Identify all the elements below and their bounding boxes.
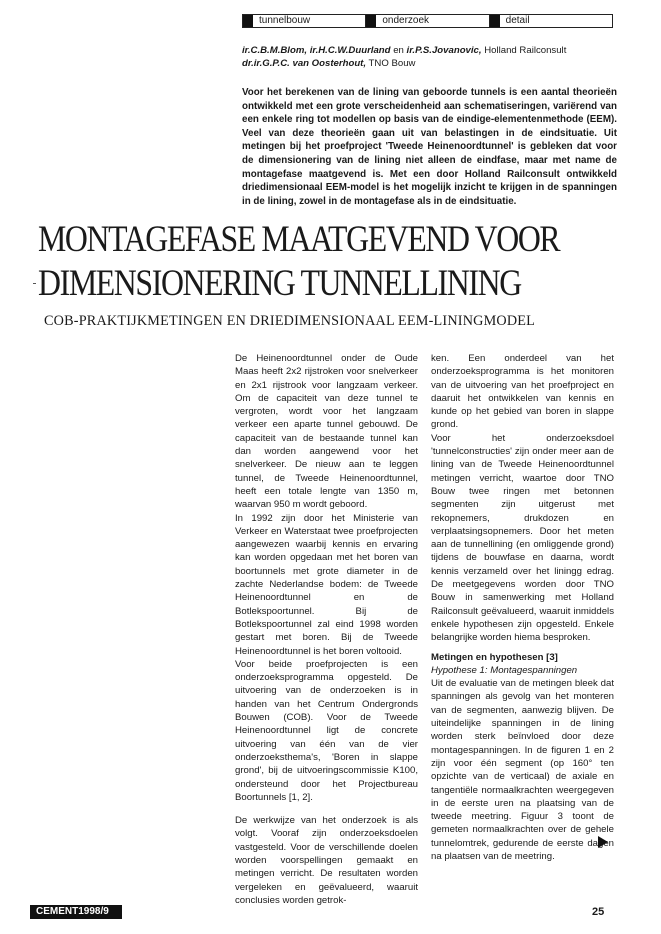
body-paragraph: Voor het onderzoeksdoel 'tunnelconstructies' zijn onder meer aan de lining van de Tweede Heinenoordtunnel metingen verricht, waartoe door TNO Bouw twee ringen met betonnen segmenten zijn uitgerust met rekopnemers, drukdozen en verplaatsingsopnemers. Door het meten aan de tunnellining (en omliggende grond) tijdens de bouwfase en daarna, wordt kennis verzameld over het liningg edrag. De meetgegevens worden door TNO Bouw in samenwerking met Holland Railconsult geëvalueerd, waaruit inmiddels enkele hypothesen zijn opgesteld. Enkele belangrijke worden hiema besproken. [431,432,614,644]
margin-mark [33,283,36,284]
section-heading: Metingen en hypothesen [3] [431,651,558,663]
author-name-4: dr.ir.G.P.C. van Oosterhout, [242,58,367,69]
body-paragraph: In 1992 zijn door het Ministerie van Verkeer en Waterstaat twee proefprojecten aangewezen waarbij kennis en ervaring kan worden opgedaan met het boren van boortunnels met grote diameter in de zachte Nederlandse bodem: de Tweede Heinenoordtunnel en de Botlekspoortunnel. Bij de Botlekspoortunnel zal eind 1998 worden gestart met boren. Bij de Tweede Heinenoordtunnel is het boren voltooid. [235,512,418,657]
body-paragraph: Voor beide proefprojecten is een onderzoeksprogramma opgesteld. De uitvoering van de onderzoeken is in handen van het Centrum Ondergronds Bouwen (COB). Voor de Tweede Heinenoordtunnel ligt de concrete uitvoering van één van de vier onderzoeksthema's, 'Boren in slappe grond', bij de uitvoeringscommissie K100, ondersteund door het Projectbureau Boortunnels [1, 2]. [235,658,418,803]
body-column-right [431,352,614,863]
author-names: ir.C.B.M.Blom, ir.H.C.W.Duurland [242,45,391,56]
body-paragraph: Uit de evaluatie van de metingen bleek dat spanningen als gevolg van het monteren van de segmenten, aanwezig blijven. De uiteindelijke spanningen in de lining worden sterk beïnvloed door deze montagespanningen. In de figuren 1 en 2 zijn voor één segment (op 160° ten opzichte van de verticaal) de axiale en tangentiële normaalkrachten weergegeven in de eerste uren na plaatsing van de tweede meetring. Figuur 3 toont de gemeten normaalkrachten over de gehele tunnelomtrek, gedurende de eerste dagen na plaatsen van de meetring. [431,678,614,862]
author-joiner: en [393,45,404,56]
title-line-2: DIMENSIONERING TUNNELLINING [38,263,521,304]
square-marker-icon [490,15,500,27]
author-block [242,44,622,70]
article-subtitle: COB-PRAKTIJKMETINGEN EN DRIEDIMENSIONAAL EEM-LININGMODEL [44,313,536,329]
title-line-1: MONTAGEFASE MAATGEVEND VOOR [38,219,560,260]
section-tab-onderzoek [365,15,488,27]
section-tab-label: detail [505,15,530,26]
section-tab-tunnelbouw [243,15,365,27]
intro-paragraph: Voor het berekenen van de lining van geboorde tunnels is een aantal theorieën ontwikkeld met een grote verscheidenheid aan schematiseringen, variërend van een enkele ring tot modellen op basis van de eindige-elementenmethode (EEM). Veel van deze theorieën gaan uit van belastingen in de eindsituatie. Uit metingen bij het proefproject 'Tweede Heinenoordtunnel' is gebleken dat voor de dimensionering van de lining niet alleen de eindfase, maar met name de montagefase maatgevend is. Met een door Holland Railconsult ontwikkeld driedimensionaal EEM-model is het mogelijk inzicht te krijgen in de spanningen in de lining, zowel in de montagefase als in de eindsituatie. [242,87,617,207]
author-org-1: Holland Railconsult [484,45,567,56]
section-tab-label: tunnelbouw [259,15,311,26]
author-name-3: ir.P.S.Jovanovic, [406,45,482,56]
section-tabs [242,14,613,28]
author-org-2: TNO Bouw [368,58,416,69]
square-marker-icon [243,15,253,27]
section-tab-label: onderzoek [382,15,430,26]
body-paragraph: De werkwijze van het onderzoek is als volgt. Vooraf zijn onderzoeksdoelen vastgesteld. Voor de verschillende doelen worden voorspellingen gemaakt en metingen verricht. De resultaten worden vergeleken en geëvalueerd, waaruit conclusies worden getrok- [235,815,418,906]
body-column-left [235,352,418,907]
article-title [38,218,560,306]
section-tab-detail [489,15,612,27]
square-marker-icon [366,15,376,27]
journal-label: CEMENT1998/9 [30,905,122,919]
page-number: 25 [592,906,605,918]
body-paragraph: De Heinenoordtunnel onder de Oude Maas heeft 2x2 rijstroken voor snelverkeer en 2x1 rijstrook voor langzaam verkeer. Om de capaciteit van deze tunnel te vergroten, wordt voor het langzaam verkeer een aparte tunnel gebouwd. De capaciteit van de bestaande tunnel kan dan worden aangewend voor het snelverkeer. De nieuw aan te leggen tunnel, de Tweede Heinenoordtunnel, heeft een totale lengte van 1350 m, waarvan 950 m wordt geboord. [235,353,418,511]
author-line-2 [242,57,622,70]
body-paragraph: ken. Een onderdeel van het onderzoeksprogramma is het monitoren van de uitvoering van het proefproject en daaruit het ontwikkelen van kennis en kunde op het gebied van boren in slappe grond. [431,353,614,431]
author-line-1 [242,44,622,57]
continue-arrow-icon [598,836,608,848]
section-subheading: Hypothese 1: Montagespanningen [431,664,578,676]
